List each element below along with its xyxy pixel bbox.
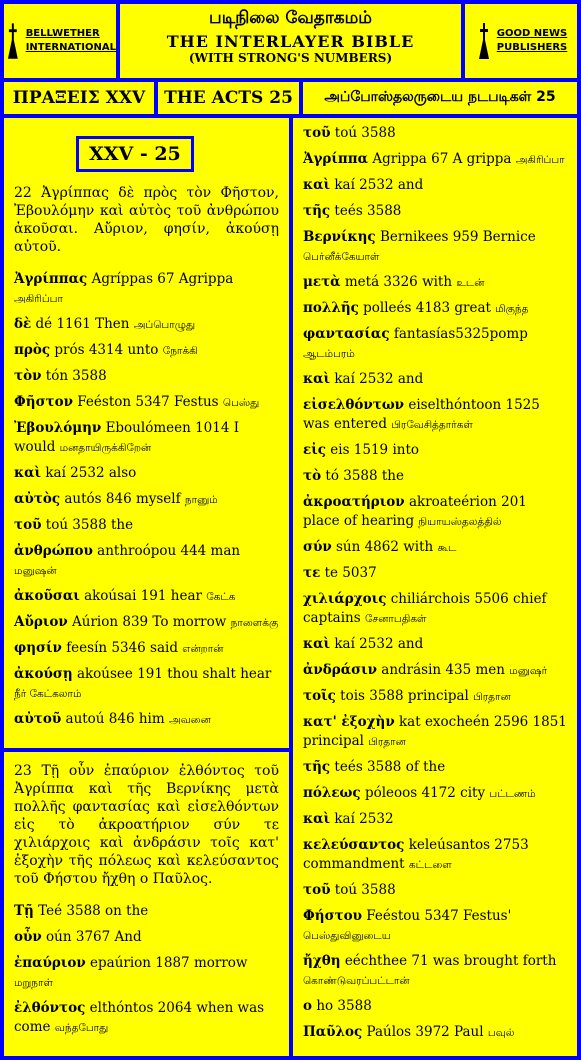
translit-strongs-gloss: Feéston 5347 Festus: [77, 394, 219, 410]
tamil-gloss: மறுநாள்: [14, 977, 53, 989]
translit-strongs-gloss: fantasías5325pomp: [393, 326, 528, 342]
word-entry: [14, 639, 279, 659]
translit-strongs-gloss: dé 1161 Then: [35, 316, 130, 332]
tamil-gloss: பெஸ்துவினுடைய: [303, 930, 391, 942]
word-entry: [14, 367, 279, 387]
word-entry: [303, 370, 567, 390]
greek-word: ἀκροατήριον: [303, 494, 405, 510]
greek-word: τοῦ: [14, 517, 42, 533]
word-entry: [303, 810, 567, 830]
greek-word: τὸ: [303, 468, 322, 484]
translit-strongs-gloss: polleés 4183 great: [363, 300, 491, 316]
torch-figure-icon: [475, 23, 493, 59]
word-entry: [303, 997, 567, 1017]
tamil-gloss: நானும்: [184, 494, 218, 506]
translit-strongs-gloss: anthroópou 444 man: [97, 543, 241, 559]
tamil-gloss: பிரவேசித்தார்கள்: [391, 419, 473, 431]
greek-word: πόλεως: [303, 785, 361, 801]
greek-word: τοῖς: [303, 688, 336, 704]
word-entry: [303, 493, 567, 532]
translit-strongs-gloss: kaí 2532: [334, 811, 394, 827]
word-entry: [14, 315, 279, 335]
tamil-gloss: நாளைக்கு: [230, 617, 279, 629]
bellwether-logo: [4, 4, 116, 78]
translit-strongs-gloss: prós 4314 unto: [54, 342, 159, 358]
translit-strongs-gloss: Aúrion 839 To morrow: [72, 614, 227, 630]
greek-word: τοῦ: [303, 882, 331, 898]
right-logo-line2: PUBLISHERS: [496, 42, 568, 53]
greek-word: ἀνθρώπου: [14, 543, 93, 559]
translit-strongs-gloss: chiliárchois 5506 chief captains: [303, 591, 547, 626]
greek-word: κατ' ἐξοχὴν: [303, 714, 395, 730]
word-entry: [14, 516, 279, 536]
word-entry: [14, 587, 279, 607]
word-entry: [14, 341, 279, 361]
tamil-gloss: பெஸ்து: [222, 397, 260, 409]
tamil-gloss: பிரதான: [368, 736, 406, 748]
translit-strongs-gloss: eis 1519 into: [330, 442, 420, 458]
translit-strongs-gloss: metá 3326 with: [344, 274, 453, 290]
tamil-gloss: பட்டணம்: [489, 788, 536, 800]
word-entry: [14, 999, 279, 1038]
translit-strongs-gloss: oún 3767 And: [46, 929, 142, 945]
greek-word: Παῦλος: [303, 1024, 363, 1040]
word-entry: [303, 836, 567, 875]
tamil-gloss: பெர்னீக்கேயாள்: [303, 251, 380, 263]
word-entry: [303, 538, 567, 558]
translit-strongs-gloss: tois 3588 principal: [340, 688, 469, 704]
word-entry: [303, 325, 567, 364]
word-entry: [303, 687, 567, 707]
greek-word: κελεύσαντος: [303, 837, 405, 853]
greek-word: καὶ: [303, 811, 331, 827]
translit-strongs-gloss: tón 3588: [45, 368, 107, 384]
greek-word: φαντασίας: [303, 326, 390, 342]
tamil-gloss: கேட்க: [206, 591, 236, 603]
right-column: [293, 118, 577, 1056]
word-entry: [303, 713, 567, 752]
word-entry: [14, 665, 279, 704]
greek-word: καὶ: [303, 371, 331, 387]
word-entry: [14, 613, 279, 633]
greek-word: Τῇ: [14, 903, 34, 919]
word-entry: [14, 419, 279, 458]
chapter-badge: XXV - 25: [76, 136, 194, 172]
greek-word: Φῆστον: [14, 394, 73, 410]
verse22-word-list: [14, 270, 279, 730]
word-entry: [303, 635, 567, 655]
greek-word: σύν: [303, 539, 332, 555]
greek-word: ἤχθη: [303, 953, 341, 969]
translit-strongs-gloss: Eboulómeen 1014 I would: [14, 420, 240, 455]
greek-word: χιλιάρχοις: [303, 591, 387, 607]
translit-strongs-gloss: teés 3588 of the: [334, 759, 446, 775]
tamil-gloss: அப்பொழுது: [133, 319, 196, 331]
word-entry: [14, 902, 279, 922]
tamil-gloss: உடன்: [456, 277, 485, 289]
left-column-verse22: [4, 118, 289, 748]
torch-figure-icon: [4, 23, 22, 59]
translit-strongs-gloss: kaí 2532 also: [45, 465, 137, 481]
greek-word: Ἀγρίππας: [14, 271, 88, 287]
word-entry: [303, 299, 567, 319]
greek-word: Ἀγρίππα: [303, 151, 369, 167]
right-logo-line1: GOOD NEWS: [496, 28, 568, 39]
tamil-gloss: என்றான்: [182, 643, 224, 655]
word-entry: [303, 590, 567, 629]
greek-word: αὐτοῦ: [14, 711, 62, 727]
translit-strongs-gloss: toú 3588 the: [45, 517, 134, 533]
greek-word: τὸν: [14, 368, 42, 384]
tamil-gloss: வந்தபோது: [54, 1022, 109, 1034]
greek-word: ἀκούσῃ: [14, 666, 73, 682]
tamil-gloss: நோக்கி: [162, 345, 198, 357]
greek-word: Φήστου: [303, 908, 362, 924]
tamil-gloss: மனுஷன்: [14, 565, 57, 577]
greek-word: Αὔριον: [14, 614, 68, 630]
greek-word: ἀνδράσιν: [303, 662, 377, 678]
verse23-word-list-left: [14, 902, 279, 1038]
translit-strongs-gloss: Feéstou 5347 Festus': [366, 908, 512, 924]
tamil-gloss: நியாயஸ்தலத்தில்: [418, 516, 502, 528]
greek-word: Ἐβουλόμην: [14, 420, 102, 436]
word-entry: [14, 928, 279, 948]
word-entry: [14, 954, 279, 993]
word-entry: [14, 710, 279, 730]
translit-strongs-gloss: akoúsee 191 thou shalt hear: [76, 666, 272, 682]
tamil-gloss: கூட: [437, 542, 457, 554]
translit-strongs-gloss: toú 3588: [334, 882, 396, 898]
word-entry: [303, 661, 567, 681]
word-entry: [303, 396, 567, 435]
translit-strongs-gloss: Bernikees 959 Bernice: [379, 229, 536, 245]
greek-word: καὶ: [303, 636, 331, 652]
greek-word: μετὰ: [303, 274, 341, 290]
subtitle: (WITH STRONG'S NUMBERS): [188, 51, 393, 65]
word-entry: [303, 150, 567, 170]
translit-strongs-gloss: Paúlos 3972 Paul: [366, 1024, 484, 1040]
word-entry: [303, 273, 567, 293]
greek-book-header: ΠΡΑΞΕΙΣ XXV: [4, 82, 154, 114]
translit-strongs-gloss: eiselthóntoon 1525 was entered: [303, 397, 540, 432]
translit-strongs-gloss: te 5037: [324, 565, 377, 581]
greek-word: εἰσελθόντων: [303, 397, 405, 413]
greek-word: τοῦ: [303, 125, 331, 141]
greek-word: δὲ: [14, 316, 32, 332]
english-title: THE INTERLAYER BIBLE: [166, 32, 415, 51]
word-entry: [303, 228, 567, 267]
greek-word: οὖν: [14, 929, 42, 945]
tamil-gloss: அகிரிப்பா: [14, 293, 63, 305]
translit-strongs-gloss: ho 3588: [316, 998, 372, 1014]
greek-word: αὐτὸς: [14, 491, 61, 507]
word-entry: [303, 881, 567, 901]
translit-strongs-gloss: andrásin 435 men: [381, 662, 505, 678]
greek-word: καὶ: [303, 177, 331, 193]
translit-strongs-gloss: elthóntos 2064 when was come: [14, 1000, 265, 1035]
word-entry: [303, 784, 567, 804]
title-block: [120, 4, 461, 78]
translit-strongs-gloss: toú 3588: [334, 125, 396, 141]
left-logo-line2: INTERNATIONAL: [25, 42, 116, 53]
translit-strongs-gloss: autós 846 myself: [64, 491, 181, 507]
tamil-gloss: அகிரிப்பா: [515, 154, 565, 166]
tamil-title: படிநிலை வேதாகமம்: [209, 8, 372, 28]
translit-strongs-gloss: akroateérion 201 place of hearing: [303, 494, 527, 529]
english-book-header: THE ACTS 25: [158, 82, 299, 114]
tamil-gloss: நீர் கேட்கலாம்: [14, 688, 82, 700]
word-entry: [303, 176, 567, 196]
translit-strongs-gloss: Teé 3588 on the: [38, 903, 149, 919]
word-entry: [303, 1023, 567, 1043]
greek-word: τῆς: [303, 759, 331, 775]
greek-word: τε: [303, 565, 321, 581]
word-entry: [14, 542, 279, 581]
translit-strongs-gloss: kaí 2532 and: [334, 177, 424, 193]
word-entry: [303, 124, 567, 144]
greek-word: καὶ: [14, 465, 42, 481]
tamil-gloss: மனுஷர்: [509, 665, 548, 677]
greek-word: εἰς: [303, 442, 326, 458]
verse22-text: 22 Ἀγρίππας δὲ πρὸς τὸν Φῆστον, Ἐβουλόμην καὶ αὐτὸς τοῦ ἀνθρώπου ἀκοῦσαι. Αὔριον, φησίν, ἀκούσῃ αὐτοῦ.: [14, 185, 279, 255]
translit-strongs-gloss: teés 3588: [334, 203, 402, 219]
word-entry: [14, 490, 279, 510]
translit-strongs-gloss: eéchthee 71 was brought forth: [344, 953, 557, 969]
tamil-book-header: அப்போஸ்தலருடைய நடபடிகள் 25: [303, 82, 577, 114]
tamil-gloss: பிரதான: [473, 691, 511, 703]
tamil-gloss: ஆடம்பரம்: [303, 348, 355, 360]
word-entry: [303, 202, 567, 222]
word-entry: [14, 464, 279, 484]
word-entry: [303, 758, 567, 778]
translit-strongs-gloss: sún 4862 with: [335, 539, 434, 555]
translit-strongs-gloss: Agrippa 67 A grippa: [372, 151, 512, 167]
tamil-gloss: மிகுந்த: [495, 303, 529, 315]
greek-word: τῆς: [303, 203, 331, 219]
greek-word: ἐλθόντος: [14, 1000, 86, 1016]
word-entry: [303, 952, 567, 991]
translit-strongs-gloss: kaí 2532 and: [334, 636, 424, 652]
tamil-gloss: அவனை: [168, 714, 211, 726]
greek-word: ἀκοῦσαι: [14, 588, 80, 604]
word-entry: [303, 467, 567, 487]
greek-word: Βερνίκης: [303, 229, 376, 245]
greek-word: πολλῆς: [303, 300, 359, 316]
translit-strongs-gloss: autoú 846 him: [65, 711, 165, 727]
greek-word: ο: [303, 998, 313, 1014]
tamil-gloss: சேனாபதிகள்: [364, 613, 427, 625]
word-entry: [303, 441, 567, 461]
translit-strongs-gloss: akoúsai 191 hear: [84, 588, 202, 604]
translit-strongs-gloss: feesín 5346 said: [66, 640, 178, 656]
greek-word: φησίν: [14, 640, 62, 656]
verse23-word-list-right: [303, 124, 567, 1043]
greek-word: ἐπαύριον: [14, 955, 86, 971]
translit-strongs-gloss: kaí 2532 and: [334, 371, 424, 387]
tamil-gloss: கட்டளை: [408, 859, 452, 871]
word-entry: [14, 393, 279, 413]
translit-strongs-gloss: keleúsantos 2753 commandment: [303, 837, 529, 872]
left-column-verse23: [4, 752, 289, 1056]
tamil-gloss: கொண்டுவரப்பட்டான்: [303, 975, 410, 987]
tamil-gloss: பவுல்: [487, 1027, 515, 1039]
tamil-gloss: மனதாயிருக்கிறேன்: [59, 442, 152, 454]
left-logo-line1: BELLWETHER: [25, 28, 100, 39]
translit-strongs-gloss: epaúrion 1887 morrow: [90, 955, 248, 971]
word-entry: [303, 907, 567, 946]
translit-strongs-gloss: póleoos 4172 city: [364, 785, 486, 801]
translit-strongs-gloss: tó 3588 the: [325, 468, 404, 484]
word-entry: [14, 270, 279, 309]
verse23-text: 23 Τῇ οὖν ἐπαύριον ἐλθόντος τοῦ Ἀγρίππα καὶ τῆς Βερνίκης μετὰ πολλῆς φαντασίας καὶ εἰσελθόντων εἰς τὸ ἀκροατήριον σύν τε χιλιάρχοις καὶ ἀνδράσιν τοῖς κατ' ἐξοχὴν τῆς πόλεως καὶ κελεύσαντος τοῦ Φήστου ἤχθη ο Παῦλος.: [14, 763, 279, 887]
goodnews-logo: [465, 4, 577, 78]
word-entry: [303, 564, 567, 584]
translit-strongs-gloss: Agríppas 67 Agrippa: [91, 271, 234, 287]
greek-word: πρὸς: [14, 342, 51, 358]
translit-strongs-gloss: kat exocheén 2596 1851 principal: [303, 714, 567, 749]
